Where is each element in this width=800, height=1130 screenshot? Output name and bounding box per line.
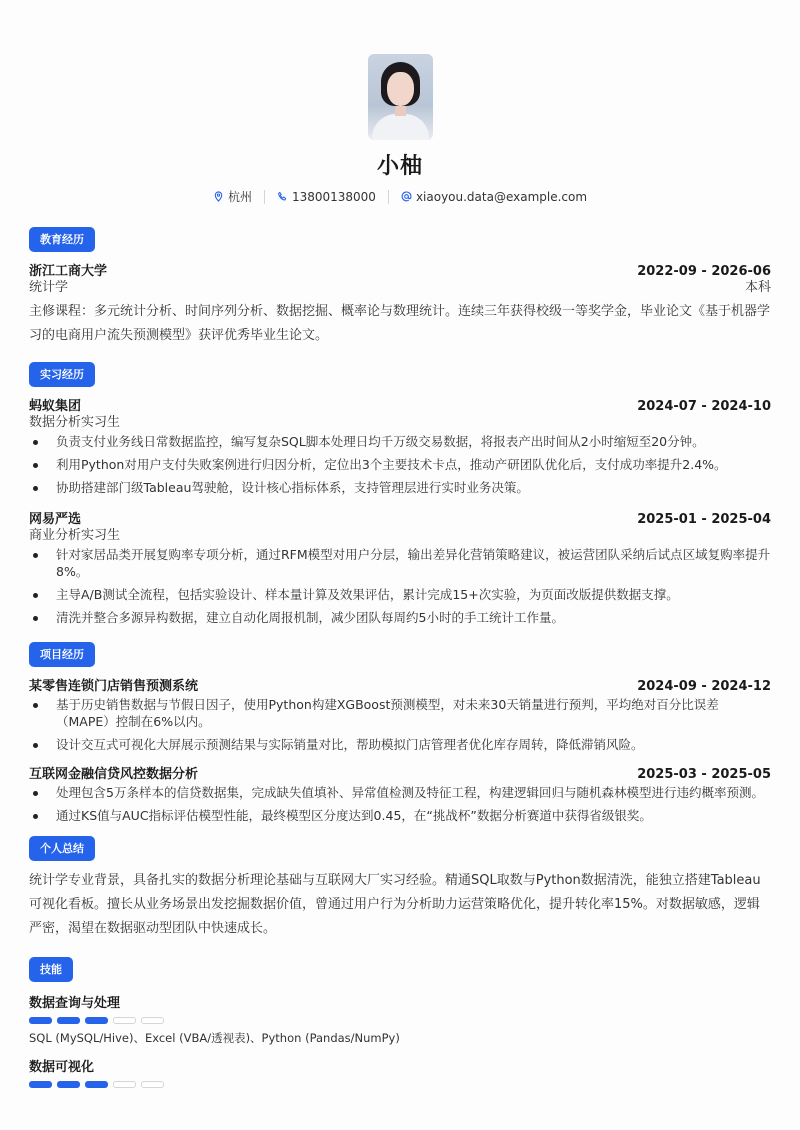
company-name: 网易严选 bbox=[29, 512, 82, 527]
skill-bar-filled bbox=[29, 1081, 52, 1088]
skill-bar-filled bbox=[85, 1081, 108, 1088]
role: 数据分析实习生 bbox=[29, 415, 121, 430]
contact-phone: 13800138000 bbox=[277, 190, 376, 204]
education-date: 2022-09 - 2026-06 bbox=[637, 264, 771, 279]
phone-icon bbox=[277, 191, 288, 202]
list-item: 基于历史销售数据与节假日因子，使用Python构建XGBoost预测模型，对未来30天销量进行预判，平均绝对百分比误差（MAPE）控制在6%以内。 bbox=[29, 696, 771, 730]
role: 商业分析实习生 bbox=[29, 528, 121, 543]
avatar bbox=[368, 54, 433, 140]
project-section bbox=[29, 642, 771, 824]
skill-item bbox=[29, 1056, 771, 1088]
candidate-name: 小柚 bbox=[376, 154, 423, 179]
major: 统计学 bbox=[29, 280, 69, 295]
skill-item bbox=[29, 992, 771, 1046]
list-item: 协助搭建部门级Tableau驾驶舱，设计核心指标体系，支持管理层进行实时业务决策。 bbox=[29, 479, 771, 496]
internship-date: 2025-01 - 2025-04 bbox=[637, 512, 771, 527]
contact-email[interactable]: xiaoyou.data@example.com bbox=[401, 190, 587, 204]
location-icon bbox=[213, 191, 224, 202]
degree: 本科 bbox=[744, 280, 771, 295]
section-badge-summary: 个人总结 bbox=[29, 836, 95, 861]
skill-bar-filled bbox=[57, 1017, 80, 1024]
bullet-list bbox=[29, 546, 771, 626]
list-item: 利用Python对用户支付失败案例进行归因分析，定位出3个主要技术卡点，推动产研团队优化后，支付成功率提升2.4%。 bbox=[29, 456, 771, 473]
project-date: 2024-09 - 2024-12 bbox=[637, 679, 771, 694]
section-badge-skills: 技能 bbox=[29, 957, 73, 982]
skills-section bbox=[29, 957, 771, 1088]
contact-info bbox=[29, 188, 771, 205]
list-item: 针对家居品类开展复购率专项分析，通过RFM模型对用户分层，输出差异化营销策略建议，被运营团队采纳后试点区域复购率提升8%。 bbox=[29, 546, 771, 580]
internship-section bbox=[29, 362, 771, 626]
project-entry bbox=[29, 763, 771, 824]
list-item: 清洗并整合多源异构数据，建立自动化周报机制，减少团队每周约5小时的手工统计工作量。 bbox=[29, 609, 771, 626]
skill-bar-empty bbox=[113, 1017, 136, 1024]
skill-name: 数据查询与处理 bbox=[29, 996, 121, 1011]
skill-bar-filled bbox=[85, 1017, 108, 1024]
company-name: 蚂蚁集团 bbox=[29, 399, 82, 414]
internship-entry bbox=[29, 508, 771, 626]
skill-name: 数据可视化 bbox=[29, 1060, 95, 1075]
list-item: 主导A/B测试全流程，包括实验设计、样本量计算及效果评估，累计完成15+次实验，为页面改版提供数据支撑。 bbox=[29, 586, 771, 603]
divider bbox=[264, 190, 265, 204]
summary-section bbox=[29, 836, 771, 941]
contact-location: 杭州 bbox=[213, 188, 252, 205]
skill-bar-filled bbox=[29, 1017, 52, 1024]
skill-bar-filled bbox=[57, 1081, 80, 1088]
project-name: 某零售连锁门店销售预测系统 bbox=[29, 679, 199, 694]
bullet-list bbox=[29, 784, 771, 824]
email-icon bbox=[401, 191, 412, 202]
skill-level-meter bbox=[29, 1081, 771, 1088]
list-item: 设计交互式可视化大屏展示预测结果与实际销量对比，帮助模拟门店管理者优化库存周转，降低滞销风险。 bbox=[29, 736, 771, 753]
list-item: 负责支付业务线日常数据监控，编写复杂SQL脚本处理日均千万级交易数据，将报表产出时间从2小时缩短至20分钟。 bbox=[29, 433, 771, 450]
section-badge-education: 教育经历 bbox=[29, 227, 95, 252]
list-item: 通过KS值与AUC指标评估模型性能，最终模型区分度达到0.45，在“挑战杯”数据分析赛道中获得省级银奖。 bbox=[29, 807, 771, 824]
divider bbox=[388, 190, 389, 204]
section-badge-internship: 实习经历 bbox=[29, 362, 95, 387]
list-item: 处理包含5万条样本的信贷数据集，完成缺失值填补、异常值检测及特征工程，构建逻辑回归与随机森林模型进行违约概率预测。 bbox=[29, 784, 771, 801]
skill-bar-empty bbox=[141, 1081, 164, 1088]
project-date: 2025-03 - 2025-05 bbox=[637, 767, 771, 782]
skill-description: SQL (MySQL/Hive)、Excel (VBA/透视表)、Python (Pandas/NumPy) bbox=[29, 1031, 400, 1045]
bullet-list bbox=[29, 433, 771, 496]
summary-text: 统计学专业背景，具备扎实的数据分析理论基础与互联网大厂实习经验。精通SQL取数与Python数据清洗，能独立搭建Tableau可视化看板。擅长从业务场景出发挖掘数据价值，曾通过用户行为分析助力运营策略优化，提升转化率15%。对数据敏感，逻辑严密，渴望在数据驱动型团队中快速成长。 bbox=[29, 873, 761, 936]
education-description: 主修课程：多元统计分析、时间序列分析、数据挖掘、概率论与数理统计。连续三年获得校级一等奖学金，毕业论文《基于机器学习的电商用户流失预测模型》获评优秀毕业生论文。 bbox=[29, 304, 771, 343]
education-entry bbox=[29, 260, 771, 348]
section-badge-project: 项目经历 bbox=[29, 642, 95, 667]
skill-bar-empty bbox=[141, 1017, 164, 1024]
school-name: 浙江工商大学 bbox=[29, 264, 108, 279]
internship-date: 2024-07 - 2024-10 bbox=[637, 399, 771, 414]
project-entry bbox=[29, 675, 771, 753]
education-section bbox=[29, 227, 771, 348]
skill-bar-empty bbox=[113, 1081, 136, 1088]
skill-level-meter bbox=[29, 1017, 771, 1024]
resume-header bbox=[29, 0, 771, 205]
bullet-list bbox=[29, 696, 771, 753]
project-name: 互联网金融信贷风控数据分析 bbox=[29, 767, 199, 782]
internship-entry bbox=[29, 395, 771, 496]
